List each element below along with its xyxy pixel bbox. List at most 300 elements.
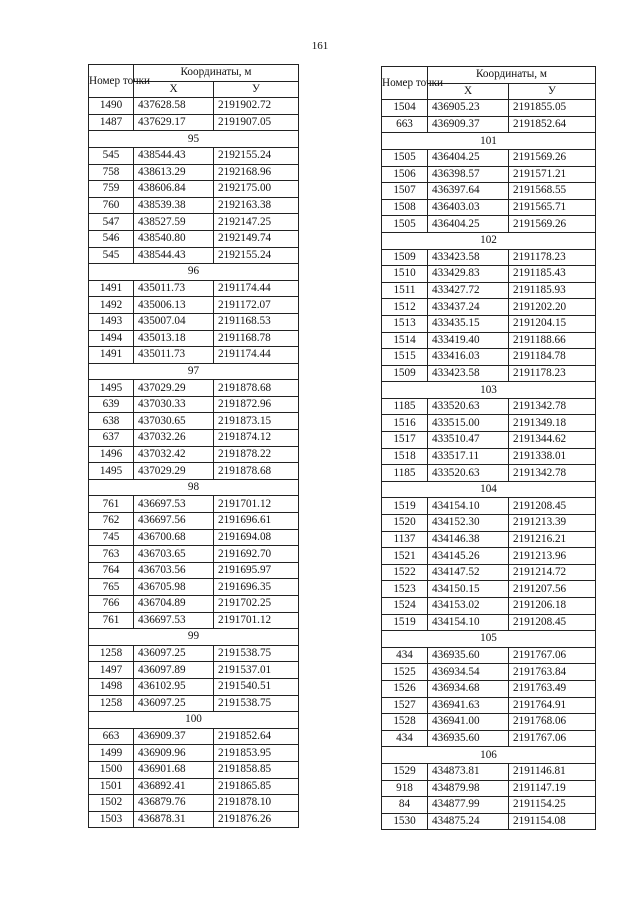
table-row xyxy=(89,662,299,679)
table-row xyxy=(382,183,596,200)
section-number: 105 xyxy=(382,631,596,648)
point-number-cell: 1498 xyxy=(89,678,134,695)
table-row xyxy=(89,546,299,563)
y-coordinate-cell: 2191538.75 xyxy=(214,695,299,712)
table-row xyxy=(89,430,299,447)
table-row xyxy=(89,496,299,513)
table-row xyxy=(89,596,299,613)
y-coordinate-cell: 2191208.45 xyxy=(509,614,596,631)
table-row xyxy=(89,147,299,164)
y-coordinate-cell: 2191185.43 xyxy=(509,266,596,283)
table-row xyxy=(382,349,596,366)
y-coordinate-cell: 2191767.06 xyxy=(509,730,596,747)
table-row xyxy=(89,347,299,364)
y-coordinate-cell: 2191216.21 xyxy=(509,531,596,548)
table-row xyxy=(382,763,596,780)
coordinates-table-left xyxy=(88,64,299,828)
section-row xyxy=(89,629,299,646)
point-number-cell: 1516 xyxy=(382,415,428,432)
point-number-cell: 1505 xyxy=(382,216,428,233)
table-row xyxy=(382,166,596,183)
x-coordinate-cell: 434145.26 xyxy=(428,548,509,565)
table-row xyxy=(89,695,299,712)
y-coordinate-cell: 2191174.44 xyxy=(214,280,299,297)
section-row xyxy=(382,382,596,399)
section-row xyxy=(382,631,596,648)
y-coordinate-cell: 2191702.25 xyxy=(214,596,299,613)
y-coordinate-cell: 2191694.08 xyxy=(214,529,299,546)
y-coordinate-cell: 2191185.93 xyxy=(509,282,596,299)
table-row xyxy=(89,513,299,530)
point-number-cell: 764 xyxy=(89,562,134,579)
x-coordinate-cell: 433416.03 xyxy=(428,349,509,366)
x-coordinate-cell: 436909.96 xyxy=(134,745,214,762)
y-coordinate-cell: 2191571.21 xyxy=(509,166,596,183)
table-row xyxy=(89,529,299,546)
y-coordinate-cell: 2191853.95 xyxy=(214,745,299,762)
point-number-cell: 1519 xyxy=(382,614,428,631)
section-number: 97 xyxy=(89,363,299,380)
x-coordinate-cell: 433423.58 xyxy=(428,249,509,266)
x-coordinate-cell: 434150.15 xyxy=(428,581,509,598)
point-number-cell: 1185 xyxy=(382,398,428,415)
x-coordinate-cell: 436404.25 xyxy=(428,216,509,233)
table-row xyxy=(89,380,299,397)
table-row xyxy=(382,730,596,747)
table-row xyxy=(89,612,299,629)
point-number-cell: 758 xyxy=(89,164,134,181)
point-number-cell: 765 xyxy=(89,579,134,596)
y-coordinate-cell: 2191206.18 xyxy=(509,598,596,615)
header-point-number: Номер точки xyxy=(89,65,134,98)
x-coordinate-cell: 433435.15 xyxy=(428,315,509,332)
point-number-cell: 1525 xyxy=(382,664,428,681)
point-number-cell: 1515 xyxy=(382,349,428,366)
y-coordinate-cell: 2191907.05 xyxy=(214,114,299,131)
point-number-cell: 762 xyxy=(89,513,134,530)
y-coordinate-cell: 2191878.68 xyxy=(214,380,299,397)
y-coordinate-cell: 2191342.78 xyxy=(509,465,596,482)
point-number-cell: 638 xyxy=(89,413,134,430)
x-coordinate-cell: 437629.17 xyxy=(134,114,214,131)
y-coordinate-cell: 2192155.24 xyxy=(214,147,299,164)
section-row xyxy=(382,747,596,764)
x-coordinate-cell: 438544.43 xyxy=(134,247,214,264)
coordinates-table-right xyxy=(381,66,596,830)
table-row xyxy=(382,332,596,349)
table-body-right xyxy=(382,100,596,830)
y-coordinate-cell: 2191202.20 xyxy=(509,299,596,316)
x-coordinate-cell: 436097.25 xyxy=(134,695,214,712)
point-number-cell: 1510 xyxy=(382,266,428,283)
table-row xyxy=(89,98,299,115)
section-row xyxy=(89,712,299,729)
x-coordinate-cell: 435006.13 xyxy=(134,297,214,314)
table-row xyxy=(382,266,596,283)
table-row xyxy=(382,531,596,548)
table-row xyxy=(89,280,299,297)
table-row xyxy=(382,780,596,797)
x-coordinate-cell: 434153.02 xyxy=(428,598,509,615)
y-coordinate-cell: 2191168.53 xyxy=(214,313,299,330)
y-coordinate-cell: 2191876.26 xyxy=(214,811,299,828)
x-coordinate-cell: 433520.63 xyxy=(428,465,509,482)
x-coordinate-cell: 436102.95 xyxy=(134,678,214,695)
x-coordinate-cell: 437628.58 xyxy=(134,98,214,115)
y-coordinate-cell: 2191188.66 xyxy=(509,332,596,349)
point-number-cell: 1501 xyxy=(89,778,134,795)
header-x: X xyxy=(134,81,214,98)
table-row xyxy=(382,199,596,216)
point-number-cell: 1495 xyxy=(89,463,134,480)
y-coordinate-cell: 2191208.45 xyxy=(509,498,596,515)
point-number-cell: 1527 xyxy=(382,697,428,714)
x-coordinate-cell: 436700.68 xyxy=(134,529,214,546)
header-point-number: Номер точки xyxy=(382,67,428,100)
point-number-cell: 761 xyxy=(89,612,134,629)
y-coordinate-cell: 2191344.62 xyxy=(509,432,596,449)
point-number-cell: 1524 xyxy=(382,598,428,615)
point-number-cell: 1508 xyxy=(382,199,428,216)
table-row xyxy=(89,230,299,247)
table-row xyxy=(89,330,299,347)
table-row xyxy=(382,249,596,266)
point-number-cell: 1499 xyxy=(89,745,134,762)
section-number: 104 xyxy=(382,481,596,498)
y-coordinate-cell: 2191701.12 xyxy=(214,496,299,513)
y-coordinate-cell: 2192163.38 xyxy=(214,197,299,214)
table-row xyxy=(89,463,299,480)
table-row xyxy=(382,299,596,316)
y-coordinate-cell: 2191768.06 xyxy=(509,714,596,731)
point-number-cell: 1258 xyxy=(89,695,134,712)
point-number-cell: 1507 xyxy=(382,183,428,200)
point-number-cell: 1487 xyxy=(89,114,134,131)
point-number-cell: 545 xyxy=(89,247,134,264)
point-number-cell: 1494 xyxy=(89,330,134,347)
x-coordinate-cell: 436901.68 xyxy=(134,761,214,778)
point-number-cell: 1258 xyxy=(89,645,134,662)
x-coordinate-cell: 436403.03 xyxy=(428,199,509,216)
table-row xyxy=(382,680,596,697)
x-coordinate-cell: 437030.33 xyxy=(134,396,214,413)
x-coordinate-cell: 436703.56 xyxy=(134,562,214,579)
x-coordinate-cell: 433427.72 xyxy=(428,282,509,299)
section-number: 98 xyxy=(89,479,299,496)
y-coordinate-cell: 2191178.23 xyxy=(509,249,596,266)
table-row xyxy=(382,398,596,415)
x-coordinate-cell: 436941.00 xyxy=(428,714,509,731)
point-number-cell: 1530 xyxy=(382,813,428,830)
point-number-cell: 547 xyxy=(89,214,134,231)
y-coordinate-cell: 2191696.35 xyxy=(214,579,299,596)
point-number-cell: 84 xyxy=(382,797,428,814)
section-row xyxy=(89,363,299,380)
x-coordinate-cell: 436941.63 xyxy=(428,697,509,714)
x-coordinate-cell: 436703.65 xyxy=(134,546,214,563)
y-coordinate-cell: 2191878.22 xyxy=(214,446,299,463)
y-coordinate-cell: 2192168.96 xyxy=(214,164,299,181)
x-coordinate-cell: 436935.60 xyxy=(428,730,509,747)
table-row xyxy=(382,581,596,598)
y-coordinate-cell: 2191902.72 xyxy=(214,98,299,115)
table-row xyxy=(382,598,596,615)
y-coordinate-cell: 2191701.12 xyxy=(214,612,299,629)
x-coordinate-cell: 437032.42 xyxy=(134,446,214,463)
table-row xyxy=(382,515,596,532)
header-y: У xyxy=(509,83,596,100)
table-row xyxy=(89,778,299,795)
x-coordinate-cell: 436905.23 xyxy=(428,100,509,117)
point-number-cell: 1491 xyxy=(89,280,134,297)
x-coordinate-cell: 433520.63 xyxy=(428,398,509,415)
table-row xyxy=(382,365,596,382)
table-row xyxy=(89,181,299,198)
table-row xyxy=(89,214,299,231)
x-coordinate-cell: 438527.59 xyxy=(134,214,214,231)
y-coordinate-cell: 2191568.55 xyxy=(509,183,596,200)
table-row xyxy=(382,448,596,465)
y-coordinate-cell: 2191878.10 xyxy=(214,795,299,812)
x-coordinate-cell: 434154.10 xyxy=(428,498,509,515)
point-number-cell: 1491 xyxy=(89,347,134,364)
y-coordinate-cell: 2191342.78 xyxy=(509,398,596,415)
x-coordinate-cell: 436704.89 xyxy=(134,596,214,613)
x-coordinate-cell: 434152.30 xyxy=(428,515,509,532)
point-number-cell: 1513 xyxy=(382,315,428,332)
table-row xyxy=(382,216,596,233)
table-row xyxy=(89,562,299,579)
point-number-cell: 761 xyxy=(89,496,134,513)
x-coordinate-cell: 438540.80 xyxy=(134,230,214,247)
point-number-cell: 745 xyxy=(89,529,134,546)
table-body-left xyxy=(89,98,299,828)
table-row xyxy=(382,697,596,714)
point-number-cell: 1185 xyxy=(382,465,428,482)
y-coordinate-cell: 2191874.12 xyxy=(214,430,299,447)
header-coordinates: Координаты, м xyxy=(134,65,299,82)
x-coordinate-cell: 436398.57 xyxy=(428,166,509,183)
x-coordinate-cell: 434154.10 xyxy=(428,614,509,631)
table-row xyxy=(89,313,299,330)
y-coordinate-cell: 2191213.96 xyxy=(509,548,596,565)
y-coordinate-cell: 2191213.39 xyxy=(509,515,596,532)
y-coordinate-cell: 2191695.97 xyxy=(214,562,299,579)
x-coordinate-cell: 433510.47 xyxy=(428,432,509,449)
x-coordinate-cell: 437032.26 xyxy=(134,430,214,447)
section-number: 100 xyxy=(89,712,299,729)
table-row xyxy=(89,446,299,463)
table-row xyxy=(382,282,596,299)
x-coordinate-cell: 437030.65 xyxy=(134,413,214,430)
section-number: 103 xyxy=(382,382,596,399)
x-coordinate-cell: 435007.04 xyxy=(134,313,214,330)
y-coordinate-cell: 2191349.18 xyxy=(509,415,596,432)
x-coordinate-cell: 434877.99 xyxy=(428,797,509,814)
point-number-cell: 545 xyxy=(89,147,134,164)
x-coordinate-cell: 433429.83 xyxy=(428,266,509,283)
point-number-cell: 637 xyxy=(89,430,134,447)
point-number-cell: 763 xyxy=(89,546,134,563)
point-number-cell: 766 xyxy=(89,596,134,613)
table-row xyxy=(89,579,299,596)
y-coordinate-cell: 2192149.74 xyxy=(214,230,299,247)
y-coordinate-cell: 2191540.51 xyxy=(214,678,299,695)
point-number-cell: 1502 xyxy=(89,795,134,812)
x-coordinate-cell: 435011.73 xyxy=(134,347,214,364)
point-number-cell: 434 xyxy=(382,730,428,747)
x-coordinate-cell: 433517.11 xyxy=(428,448,509,465)
y-coordinate-cell: 2191569.26 xyxy=(509,216,596,233)
point-number-cell: 1505 xyxy=(382,149,428,166)
y-coordinate-cell: 2191174.44 xyxy=(214,347,299,364)
header-x: X xyxy=(428,83,509,100)
section-number: 95 xyxy=(89,131,299,148)
table-row xyxy=(89,795,299,812)
table-row xyxy=(382,813,596,830)
point-number-cell: 1490 xyxy=(89,98,134,115)
point-number-cell: 1500 xyxy=(89,761,134,778)
y-coordinate-cell: 2192155.24 xyxy=(214,247,299,264)
header-coordinates: Координаты, м xyxy=(428,67,596,84)
section-number: 99 xyxy=(89,629,299,646)
x-coordinate-cell: 436397.64 xyxy=(428,183,509,200)
x-coordinate-cell: 436097.89 xyxy=(134,662,214,679)
x-coordinate-cell: 436697.53 xyxy=(134,496,214,513)
y-coordinate-cell: 2191168.78 xyxy=(214,330,299,347)
table-row xyxy=(382,614,596,631)
point-number-cell: 1511 xyxy=(382,282,428,299)
point-number-cell: 918 xyxy=(382,780,428,797)
x-coordinate-cell: 433423.58 xyxy=(428,365,509,382)
y-coordinate-cell: 2191692.70 xyxy=(214,546,299,563)
y-coordinate-cell: 2191147.19 xyxy=(509,780,596,797)
y-coordinate-cell: 2191178.23 xyxy=(509,365,596,382)
table-row xyxy=(382,714,596,731)
y-coordinate-cell: 2191537.01 xyxy=(214,662,299,679)
y-coordinate-cell: 2191538.75 xyxy=(214,645,299,662)
x-coordinate-cell: 438544.43 xyxy=(134,147,214,164)
x-coordinate-cell: 434879.98 xyxy=(428,780,509,797)
point-number-cell: 1522 xyxy=(382,564,428,581)
y-coordinate-cell: 2192147.25 xyxy=(214,214,299,231)
y-coordinate-cell: 2191184.78 xyxy=(509,349,596,366)
x-coordinate-cell: 437029.29 xyxy=(134,380,214,397)
y-coordinate-cell: 2191878.68 xyxy=(214,463,299,480)
table-row xyxy=(382,647,596,664)
y-coordinate-cell: 2191214.72 xyxy=(509,564,596,581)
section-row xyxy=(382,133,596,150)
table-row xyxy=(89,678,299,695)
x-coordinate-cell: 436705.98 xyxy=(134,579,214,596)
x-coordinate-cell: 434146.38 xyxy=(428,531,509,548)
x-coordinate-cell: 436892.41 xyxy=(134,778,214,795)
x-coordinate-cell: 436934.68 xyxy=(428,680,509,697)
x-coordinate-cell: 438539.38 xyxy=(134,197,214,214)
table-row xyxy=(89,164,299,181)
x-coordinate-cell: 436879.76 xyxy=(134,795,214,812)
point-number-cell: 1528 xyxy=(382,714,428,731)
table-row xyxy=(89,114,299,131)
y-coordinate-cell: 2191338.01 xyxy=(509,448,596,465)
section-row xyxy=(382,232,596,249)
point-number-cell: 1526 xyxy=(382,680,428,697)
x-coordinate-cell: 436404.25 xyxy=(428,149,509,166)
x-coordinate-cell: 435011.73 xyxy=(134,280,214,297)
point-number-cell: 1506 xyxy=(382,166,428,183)
point-number-cell: 1517 xyxy=(382,432,428,449)
y-coordinate-cell: 2191865.85 xyxy=(214,778,299,795)
y-coordinate-cell: 2191852.64 xyxy=(214,728,299,745)
point-number-cell: 1497 xyxy=(89,662,134,679)
point-number-cell: 663 xyxy=(89,728,134,745)
section-row xyxy=(89,264,299,281)
table-row xyxy=(382,415,596,432)
y-coordinate-cell: 2191763.84 xyxy=(509,664,596,681)
table-row xyxy=(382,149,596,166)
table-row xyxy=(382,432,596,449)
point-number-cell: 1514 xyxy=(382,332,428,349)
table-row xyxy=(382,465,596,482)
section-number: 102 xyxy=(382,232,596,249)
y-coordinate-cell: 2191858.85 xyxy=(214,761,299,778)
section-number: 106 xyxy=(382,747,596,764)
table-row xyxy=(382,564,596,581)
x-coordinate-cell: 436097.25 xyxy=(134,645,214,662)
point-number-cell: 1509 xyxy=(382,365,428,382)
point-number-cell: 1519 xyxy=(382,498,428,515)
x-coordinate-cell: 438606.84 xyxy=(134,181,214,198)
y-coordinate-cell: 2191154.08 xyxy=(509,813,596,830)
x-coordinate-cell: 434873.81 xyxy=(428,763,509,780)
point-number-cell: 1492 xyxy=(89,297,134,314)
y-coordinate-cell: 2191207.56 xyxy=(509,581,596,598)
page-number: 161 xyxy=(311,40,329,52)
y-coordinate-cell: 2191764.91 xyxy=(509,697,596,714)
x-coordinate-cell: 436935.60 xyxy=(428,647,509,664)
table-row xyxy=(89,645,299,662)
x-coordinate-cell: 436909.37 xyxy=(428,116,509,133)
table-row xyxy=(89,247,299,264)
table-row xyxy=(89,197,299,214)
x-coordinate-cell: 434875.24 xyxy=(428,813,509,830)
section-number: 101 xyxy=(382,133,596,150)
table-row xyxy=(382,797,596,814)
y-coordinate-cell: 2191172.07 xyxy=(214,297,299,314)
y-coordinate-cell: 2191154.25 xyxy=(509,797,596,814)
table-row xyxy=(382,664,596,681)
point-number-cell: 759 xyxy=(89,181,134,198)
table-row xyxy=(382,116,596,133)
table-row xyxy=(382,100,596,117)
y-coordinate-cell: 2191872.96 xyxy=(214,396,299,413)
point-number-cell: 1520 xyxy=(382,515,428,532)
point-number-cell: 663 xyxy=(382,116,428,133)
y-coordinate-cell: 2191852.64 xyxy=(509,116,596,133)
x-coordinate-cell: 437029.29 xyxy=(134,463,214,480)
header-y: У xyxy=(214,81,299,98)
y-coordinate-cell: 2191855.05 xyxy=(509,100,596,117)
point-number-cell: 1521 xyxy=(382,548,428,565)
y-coordinate-cell: 2191696.61 xyxy=(214,513,299,530)
x-coordinate-cell: 436878.31 xyxy=(134,811,214,828)
point-number-cell: 1496 xyxy=(89,446,134,463)
point-number-cell: 760 xyxy=(89,197,134,214)
point-number-cell: 546 xyxy=(89,230,134,247)
point-number-cell: 1495 xyxy=(89,380,134,397)
x-coordinate-cell: 438613.29 xyxy=(134,164,214,181)
point-number-cell: 1509 xyxy=(382,249,428,266)
